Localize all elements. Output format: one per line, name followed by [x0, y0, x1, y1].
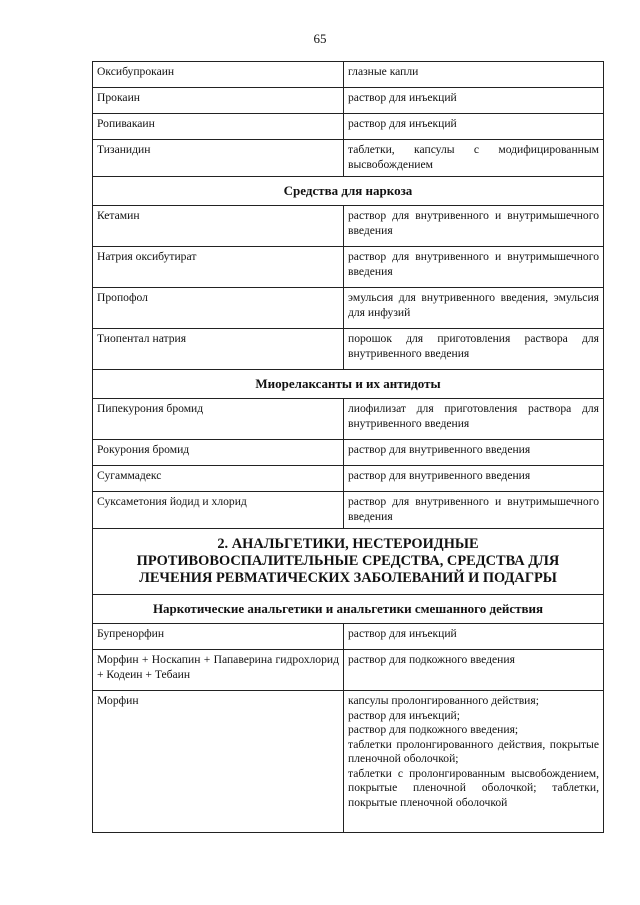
table-row	[93, 440, 604, 466]
drug-name-cell: Сугаммадекс	[93, 466, 344, 492]
drug-name-cell: Морфин + Носкапин + Папаверина гидрохлорид + Кодеин + Тебаин	[93, 650, 344, 691]
dosage-form-line: таблетки с пролонгированным высвобождением, покрытые пленочной оболочкой; таблетки, покрытые пленочной оболочкой	[348, 766, 599, 809]
table-row	[93, 288, 604, 329]
dosage-form-cell: раствор для инъекций	[344, 88, 604, 114]
dosage-form-cell	[344, 691, 604, 833]
dosage-form-cell: лиофилизат для приготовления раствора для внутривенного введения	[344, 399, 604, 440]
dosage-form-cell: порошок для приготовления раствора для внутривенного введения	[344, 329, 604, 370]
table-row	[93, 399, 604, 440]
drug-name-cell: Рокурония бромид	[93, 440, 344, 466]
section-heading: Средства для наркоза	[93, 177, 604, 206]
dosage-form-line: капсулы пролонгированного действия;	[348, 694, 539, 707]
section-row	[93, 177, 604, 206]
section-heading: Наркотические анальгетики и анальгетики смешанного действия	[93, 595, 604, 624]
section-row	[93, 370, 604, 399]
table-row	[93, 650, 604, 691]
drug-name-cell: Тиопентал натрия	[93, 329, 344, 370]
dosage-form-line: раствор для подкожного введения;	[348, 723, 519, 736]
table-row	[93, 62, 604, 88]
drug-name-cell: Пропофол	[93, 288, 344, 329]
table-row	[93, 206, 604, 247]
drug-name-cell: Оксибупрокаин	[93, 62, 344, 88]
dosage-form-cell: глазные капли	[344, 62, 604, 88]
drug-name-cell: Кетамин	[93, 206, 344, 247]
drug-name-cell: Пипекурония бромид	[93, 399, 344, 440]
table-row	[93, 247, 604, 288]
dosage-form-cell: раствор для инъекций	[344, 624, 604, 650]
dosage-form-line: таблетки пролонгированного действия, покрытые пленочной оболочкой;	[348, 737, 599, 765]
dosage-form-cell: раствор для подкожного введения	[344, 650, 604, 691]
drug-name-cell: Натрия оксибутират	[93, 247, 344, 288]
drug-name-cell: Тизанидин	[93, 140, 344, 177]
table-row	[93, 88, 604, 114]
dosage-form-cell: таблетки, капсулы с модифицированным высвобождением	[344, 140, 604, 177]
dosage-form-cell: раствор для внутривенного и внутримышечного введения	[344, 247, 604, 288]
dosage-form-cell: раствор для внутривенного и внутримышечного введения	[344, 492, 604, 529]
drug-name-cell: Ропивакаин	[93, 114, 344, 140]
dosage-form-cell: эмульсия для внутривенного введения, эмульсия для инфузий	[344, 288, 604, 329]
dosage-form-cell: раствор для внутривенного введения	[344, 466, 604, 492]
chapter-heading: 2. АНАЛЬГЕТИКИ, НЕСТЕРОИДНЫЕ ПРОТИВОВОСПАЛИТЕЛЬНЫЕ СРЕДСТВА, СРЕДСТВА ДЛЯ ЛЕЧЕНИЯ РЕВМАТИЧЕСКИХ ЗАБОЛЕВАНИЙ И ПОДАГРЫ	[93, 529, 604, 595]
drug-table	[92, 61, 604, 833]
table-row	[93, 492, 604, 529]
dosage-form-cell: раствор для внутривенного введения	[344, 440, 604, 466]
dosage-form-cell: раствор для внутривенного и внутримышечного введения	[344, 206, 604, 247]
table-row	[93, 329, 604, 370]
table-row	[93, 624, 604, 650]
drug-name-cell: Бупренорфин	[93, 624, 344, 650]
page-number: 65	[313, 31, 327, 46]
drug-name-cell: Суксаметония йодид и хлорид	[93, 492, 344, 529]
dosage-form-cell: раствор для инъекций	[344, 114, 604, 140]
chapter-row	[93, 529, 604, 595]
table-row	[93, 466, 604, 492]
table-row	[93, 691, 604, 833]
dosage-form-line: раствор для инъекций;	[348, 708, 460, 722]
table-row	[93, 140, 604, 177]
section-heading: Миорелаксанты и их антидоты	[93, 370, 604, 399]
drug-name-cell: Морфин	[93, 691, 344, 833]
table-row	[93, 114, 604, 140]
drug-name-cell: Прокаин	[93, 88, 344, 114]
section-row	[93, 595, 604, 624]
